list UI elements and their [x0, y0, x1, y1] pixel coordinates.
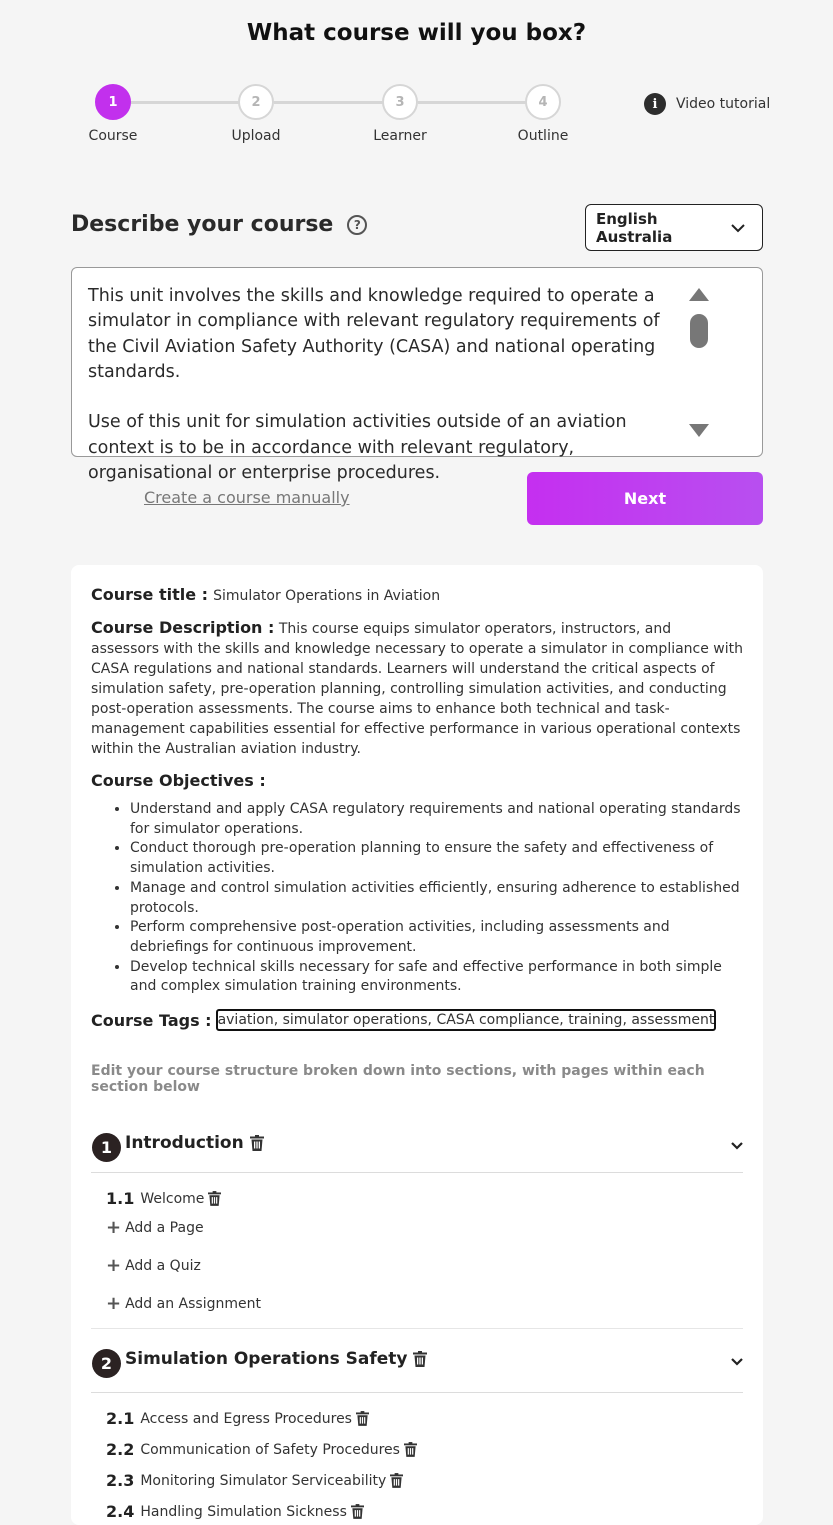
video-tutorial-link[interactable]: [644, 93, 770, 115]
page-number: 1.1: [106, 1189, 135, 1209]
trash-icon[interactable]: [250, 1135, 264, 1151]
course-title-row: [91, 585, 743, 606]
page-number: 2.1: [106, 1409, 135, 1429]
trash-icon[interactable]: [390, 1473, 403, 1488]
structure-hint: Edit your course structure broken down into sections, with pages within each section below: [91, 1063, 705, 1096]
trash-icon[interactable]: [208, 1191, 221, 1206]
course-title-label: Course title :: [91, 585, 209, 604]
page-title: Monitoring Simulator Serviceability: [140, 1472, 387, 1489]
step-label: Course: [88, 128, 138, 144]
video-tutorial-label: Video tutorial: [676, 96, 771, 112]
section-simulation-operations-safety: [91, 1329, 743, 1521]
section-introduction: [91, 1113, 743, 1329]
step-number: 4: [525, 84, 561, 120]
scroll-down-icon[interactable]: [689, 424, 709, 437]
page-item[interactable]: [106, 1471, 743, 1490]
add-quiz-label: Add a Quiz: [125, 1258, 201, 1275]
course-outline-card: [71, 565, 763, 1525]
page-title: Access and Egress Procedures: [140, 1410, 352, 1427]
step-course[interactable]: [73, 84, 153, 144]
course-description-block: [91, 618, 743, 759]
course-tags-row: [91, 1009, 743, 1031]
course-description-label: Course Description :: [91, 618, 275, 637]
section-number: 1: [92, 1133, 121, 1162]
objective-item: • Perform comprehensive post-operation activities, including assessments and debriefings for continuous improvement.: [130, 918, 743, 957]
course-tags-label: Course Tags :: [91, 1010, 212, 1030]
objective-item: • Manage and control simulation activities efficiently, ensuring adherence to established protocols.: [130, 879, 743, 918]
course-title-value: Simulator Operations in Aviation: [213, 588, 441, 604]
objective-item: • Develop technical skills necessary for safe and effective performance in both simple and complex simulation training environments.: [130, 958, 743, 997]
describe-heading: [71, 212, 367, 237]
objective-item: • Understand and apply CASA regulatory requirements and national operating standards for simulator operations.: [130, 800, 743, 839]
page-item[interactable]: [106, 1502, 743, 1521]
step-learner[interactable]: [360, 84, 440, 144]
scroll-thumb[interactable]: [690, 314, 708, 348]
chevron-down-icon[interactable]: [731, 1141, 743, 1151]
section-header[interactable]: [91, 1329, 743, 1393]
step-number: 3: [382, 84, 418, 120]
step-label: Upload: [231, 128, 281, 144]
language-select[interactable]: [585, 204, 763, 251]
chevron-down-icon[interactable]: [731, 1357, 743, 1367]
page-title: Welcome: [140, 1190, 205, 1207]
step-upload[interactable]: [216, 84, 296, 144]
section-header[interactable]: [91, 1113, 743, 1173]
page-number: 2.3: [106, 1471, 135, 1491]
add-quiz-button[interactable]: [106, 1255, 743, 1277]
next-button[interactable]: Next: [527, 472, 763, 525]
trash-icon[interactable]: [413, 1351, 427, 1367]
describe-heading-text: Describe your course: [71, 212, 334, 237]
plus-icon: +: [106, 1293, 122, 1315]
info-icon: i: [644, 93, 666, 115]
add-assignment-label: Add an Assignment: [125, 1296, 261, 1313]
page-number: 2.2: [106, 1440, 135, 1460]
page-item[interactable]: [106, 1409, 743, 1428]
plus-icon: +: [106, 1255, 122, 1277]
course-objectives-list: [91, 800, 743, 997]
page-title: What course will you box?: [246, 20, 587, 46]
course-description-value: This course equips simulator operators, instructors, and assessors with the skills and knowledge necessary to operate a simulator in compliance with CASA regulations and national standards. Learners will understand the critical aspects of simulation safety, pre-operation planning, controlling simulation activities, and conducting post-operation assessments. The course aims to enhance both technical and task-management capabilities essential for effective performance in various operational contexts within the Australian aviation industry.: [91, 621, 744, 757]
course-description-textarea[interactable]: [71, 267, 763, 484]
scroll-up-icon[interactable]: [689, 288, 709, 301]
step-label: Outline: [517, 128, 569, 144]
add-page-label: Add a Page: [125, 1220, 204, 1237]
page-title: Communication of Safety Procedures: [140, 1441, 400, 1458]
language-select-value: English Australia: [596, 209, 673, 246]
trash-icon[interactable]: [356, 1411, 369, 1426]
trash-icon[interactable]: [351, 1504, 364, 1519]
chevron-down-icon: [730, 220, 746, 236]
page-item[interactable]: [106, 1440, 743, 1459]
course-description-text[interactable]: This unit involves the skills and knowledge required to operate a simulator in compliance with relevant regulatory requirements of the Civil Aviation Safety Authority (CASA) and national operating standards. Use of this unit for simulation activities outside of an aviation context is to be in accordance with relevant regulatory, organisational or enterprise procedures.: [88, 286, 660, 484]
add-assignment-button[interactable]: [106, 1293, 743, 1315]
textarea-scrollbar[interactable]: [685, 282, 715, 446]
page-title: Handling Simulation Sickness: [140, 1503, 347, 1520]
create-course-manually-link[interactable]: Create a course manually: [144, 488, 350, 507]
add-page-button[interactable]: [106, 1217, 743, 1239]
section-title-text: Simulation Operations Safety: [125, 1349, 408, 1370]
plus-icon: +: [106, 1217, 122, 1239]
section-title[interactable]: [125, 1133, 264, 1153]
section-number: 2: [92, 1349, 121, 1378]
question-icon[interactable]: ?: [347, 215, 367, 235]
step-number: 2: [238, 84, 274, 120]
trash-icon[interactable]: [404, 1442, 417, 1457]
section-title-text: Introduction: [125, 1133, 244, 1154]
page-number: 2.4: [106, 1502, 135, 1522]
section-title[interactable]: [125, 1349, 427, 1369]
objective-item: • Conduct thorough pre-operation planning to ensure the safety and effectiveness of simulation activities.: [130, 839, 743, 878]
step-label: Learner: [373, 128, 427, 144]
step-number: 1: [95, 84, 131, 120]
step-outline[interactable]: [503, 84, 583, 144]
course-tags-input[interactable]: aviation, simulator operations, CASA compliance, training, assessment: [216, 1009, 717, 1031]
page-item[interactable]: [106, 1189, 743, 1208]
course-objectives-label: Course Objectives :: [91, 771, 266, 790]
